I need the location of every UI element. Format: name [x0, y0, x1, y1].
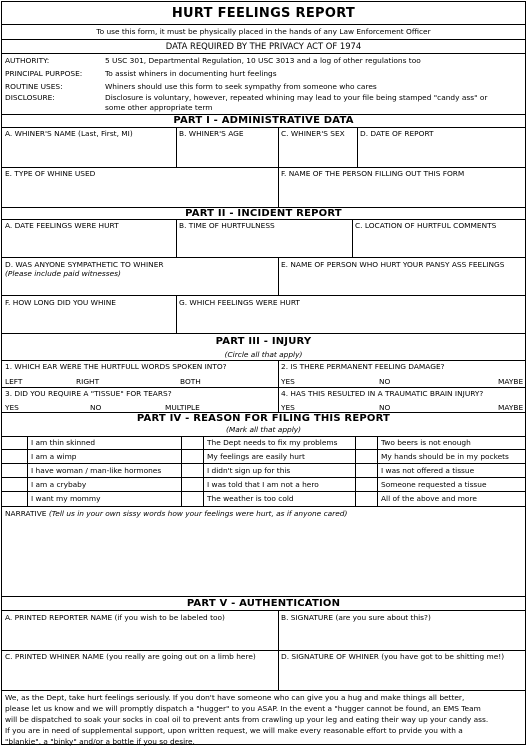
purpose-label: PRINCIPAL PURPOSE:	[5, 69, 83, 78]
reason-checkbox-3-3[interactable]: I was not offered a tissue	[381, 466, 475, 475]
part3-q1: 1. WHICH EAR WERE THE HURTFULL WORDS SPOKEN INTO?	[5, 362, 227, 371]
part1-field-e[interactable]: E. TYPE OF WHINE USED	[5, 169, 96, 178]
reason-checkbox-2-3[interactable]: I didn't sign up for this	[207, 466, 291, 475]
hurt-feelings-report-form	[1, 1, 526, 745]
part1-field-d[interactable]: D. DATE OF REPORT	[360, 129, 434, 138]
disclosure-label: DISCLOSURE:	[5, 93, 55, 102]
form-instruction: To use this form, it must be physically placed in the hands of any Law Enforcement Officer	[96, 27, 431, 36]
reason-checkbox-1-4[interactable]: I am a crybaby	[31, 480, 87, 489]
part2-field-c[interactable]: C. LOCATION OF HURTFUL COMMENTS	[355, 221, 497, 230]
q1-option-both[interactable]: BOTH	[180, 377, 201, 386]
q4-option-maybe[interactable]: MAYBE	[498, 403, 524, 412]
part5-heading: PART V - AUTHENTICATION	[186, 598, 341, 609]
q2-option-yes[interactable]: YES	[281, 377, 295, 386]
part2-field-f[interactable]: F. HOW LONG DID YOU WHINE	[5, 298, 116, 307]
uses-text: Whiners should use this form to seek sympathy from someone who cares	[105, 82, 377, 91]
form-title: HURT FEELINGS REPORT	[171, 6, 356, 21]
footer-line-4: If you are in need of supplemental support, upon written request, we will make every reasonable effort to prvide you with a	[5, 726, 463, 735]
q3-option-yes[interactable]: YES	[5, 403, 19, 412]
part3-q4: 4. HAS THIS RESULTED IN A TRAUMATIC BRAIN INJURY?	[281, 389, 484, 398]
reasons-grid	[2, 436, 525, 506]
part3-q3: 3. DID YOU REQUIRE A "TISSUE" FOR TEARS?	[5, 389, 172, 398]
part2-field-b[interactable]: B. TIME OF HURTFULNESS	[179, 221, 275, 230]
part3-heading: PART III - INJURY	[215, 336, 312, 347]
part1-field-c[interactable]: C. WHINER'S SEX	[281, 129, 345, 138]
part1-heading: PART I - ADMINISTRATIVE DATA	[173, 115, 354, 126]
reason-checkbox-3-1[interactable]: Two beers is not enough	[381, 438, 471, 447]
q1-option-left[interactable]: LEFT	[5, 377, 23, 386]
part3-note: (Circle all that apply)	[224, 350, 303, 359]
q4-option-yes[interactable]: YES	[281, 403, 295, 412]
authority-text: 5 USC 301, Departmental Regulation, 10 USC 3013 and a log of other regulations too	[105, 56, 421, 65]
q2-option-maybe[interactable]: MAYBE	[498, 377, 524, 386]
reason-checkbox-1-3[interactable]: I have woman / man-like hormones	[31, 466, 162, 475]
part1-field-a[interactable]: A. WHINER'S NAME (Last, First, MI)	[5, 129, 133, 138]
part2-field-a[interactable]: A. DATE FEELINGS WERE HURT	[5, 221, 119, 230]
part5-field-d[interactable]: D. SIGNATURE OF WHINER (you have got to be shitting me!)	[281, 652, 505, 661]
uses-label: ROUTINE USES:	[5, 82, 63, 91]
part2-field-d-note: (Please include paid witnesses)	[5, 269, 121, 278]
part2-field-d[interactable]: D. WAS ANYONE SYMPATHETIC TO WHINER	[5, 260, 164, 269]
reason-checkbox-3-2[interactable]: My hands should be in my pockets	[381, 452, 509, 461]
reason-checkbox-2-5[interactable]: The weather is too cold	[207, 494, 294, 503]
part4-note: (Mark all that apply)	[225, 425, 302, 434]
reason-checkbox-1-1[interactable]: I am thin skinned	[31, 438, 96, 447]
part2-field-g[interactable]: G. WHICH FEELINGS WERE HURT	[179, 298, 300, 307]
part2-field-e[interactable]: E. NAME OF PERSON WHO HURT YOUR PANSY ASS FEELINGS	[281, 260, 505, 269]
reason-checkbox-2-4[interactable]: I was told that I am not a hero	[207, 480, 319, 489]
reason-checkbox-2-2[interactable]: My feelings are easily hurt	[207, 452, 305, 461]
q3-option-multiple[interactable]: MULTIPLE	[165, 403, 200, 412]
part3-q2: 2. IS THERE PERMANENT FEELING DAMAGE?	[281, 362, 445, 371]
q4-option-no[interactable]: NO	[379, 403, 391, 412]
authority-label: AUTHORITY:	[5, 56, 50, 65]
part1-field-f[interactable]: F. NAME OF THE PERSON FILLING OUT THIS FORM	[281, 169, 465, 178]
part5-field-c[interactable]: C. PRINTED WHINER NAME (you really are going out on a limb here)	[5, 652, 256, 661]
q1-option-right[interactable]: RIGHT	[76, 377, 100, 386]
reason-checkbox-3-5[interactable]: All of the above and more	[381, 494, 477, 503]
part5-field-a[interactable]: A. PRINTED REPORTER NAME (if you wish to be labeled too)	[5, 613, 225, 622]
footer-line-2: please let us know and we will promptly dispatch a "hugger" to you ASAP. In the event a "hugger cannot be found, an EMS Team	[5, 704, 481, 713]
narrative-note: (Tell us in your own sissy words how your feelings were hurt, as if anyone cared)	[48, 509, 348, 518]
narrative-field[interactable]	[5, 510, 347, 519]
narrative-label: NARRATIVE	[5, 509, 47, 518]
part1-field-b[interactable]: B. WHINER'S AGE	[179, 129, 244, 138]
reason-checkbox-1-5[interactable]: I want my mommy	[31, 494, 101, 503]
q2-option-no[interactable]: NO	[379, 377, 391, 386]
disclosure-text-line2: some other appropriate term	[105, 103, 213, 112]
footer-line-3: will be dispatched to soak your socks in coal oil to prevent ants from crawling up your leg and eating their way up your candy ass.	[5, 715, 489, 724]
purpose-text: To assist whiners in documenting hurt feelings	[105, 69, 277, 78]
reason-checkbox-1-2[interactable]: I am a wimp	[31, 452, 77, 461]
privacy-heading: DATA REQUIRED BY THE PRIVACY ACT OF 1974	[165, 41, 362, 51]
part4-heading: PART IV - REASON FOR FILING THIS REPORT	[136, 413, 391, 424]
footer-paragraph	[5, 692, 525, 747]
footer-line-5: "blankie", a "binky" and/or a bottle if you so desire.	[5, 737, 195, 746]
footer-line-1: We, as the Dept, take hurt feelings seriously. If you don't have someone who can give you a hug and make things all better,	[5, 693, 465, 702]
part2-heading: PART II - INCIDENT REPORT	[185, 208, 342, 219]
q3-option-no[interactable]: NO	[90, 403, 102, 412]
reason-checkbox-2-1[interactable]: The Dept needs to fix my problems	[207, 438, 338, 447]
part5-field-b[interactable]: B. SIGNATURE (are you sure about this?)	[281, 613, 431, 622]
disclosure-text-line1: Disclosure is voluntary, however, repeated whining may lead to your file being stamped "candy ass" or	[105, 93, 488, 102]
reason-checkbox-3-4[interactable]: Someone requested a tissue	[381, 480, 487, 489]
